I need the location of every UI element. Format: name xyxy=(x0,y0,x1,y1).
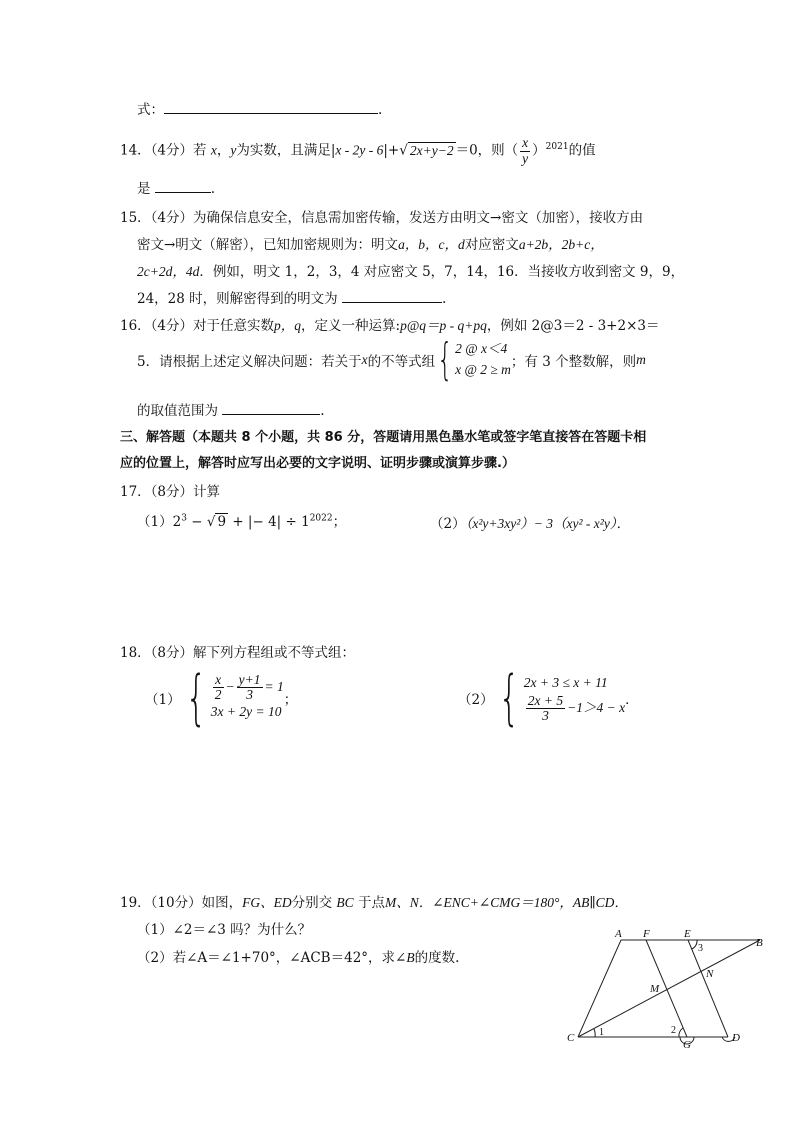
question-14: 14．（4分）若 x，y为实数，且满足|x - 2y - 6|+√ 2x+y−2 ＝0，则（ $\frac{x}{y}$ ）$^{2021}$的值 xyxy=(120,135,596,166)
label-n: N xyxy=(706,968,714,980)
angle-3-arc xyxy=(692,940,697,949)
label-angle-1: 1 xyxy=(599,1027,604,1038)
line-cb xyxy=(578,940,760,1037)
section-3-heading-line2: 应的位置上，解答时应写出必要的文字说明、证明步骤或演算步骤.） xyxy=(120,456,515,471)
line-ac xyxy=(578,940,621,1037)
question-17-part1: $(1)2^3$ − √ 9 + |− $4| \div 1^{2022}$； xyxy=(137,513,347,530)
inequality-system: 2 @ x＜4 x @ 2 ≥ m xyxy=(455,341,511,377)
question-15-line3: 2c+2d，4d．例如，明文 1，2，3，4 对应密文 5，7，14，16．当接收方收到密文 9，9， xyxy=(137,264,685,280)
question-19-part2: （2）若∠A＝∠1+70°，∠ACB＝42°，求∠B的度数. xyxy=(137,950,460,966)
question-16-line2: 5．请根据上述定义解决问题：若关于x的不等式组{ 2 @ x＜4 x @ 2 ≥ m ；有 3 个整数解，则m xyxy=(137,334,646,385)
answer-blank[interactable] xyxy=(155,178,211,193)
question-18-part2: （2）{ 2x + 3 ≤ x + 11 $\frac{2x + 5}{3}$ −1＞4 − x ． xyxy=(458,663,639,733)
inequality-system: 2x + 3 ≤ x + 11 $\frac{2x + 5}{3}$ −1＞4 − x xyxy=(523,674,626,723)
angle-1-arc xyxy=(594,1029,595,1037)
question-19-part1: （1）∠2＝∠3 吗？为什么？ xyxy=(137,922,312,938)
question-17-part2: （2）（x²y+3xy²）− 3（xy² - x²y）． xyxy=(430,516,631,532)
sqrt-symbol: √ xyxy=(206,514,216,530)
label-angle-3: 3 xyxy=(698,943,703,954)
fraction-x-over-y: $\frac{x}{y}$ xyxy=(522,135,529,166)
question-18: 18．（8分）解下列方程组或不等式组： xyxy=(120,645,356,661)
label-c: C xyxy=(567,1032,575,1044)
geometry-figure xyxy=(560,925,775,1050)
q13-tail: 式： . xyxy=(137,98,382,118)
line-ed xyxy=(688,940,728,1037)
question-14-line2: 是 . xyxy=(137,177,215,197)
label-angle-2: 2 xyxy=(671,1025,676,1036)
question-15: 15．（4分）为确保信息安全，信息需加密传输，发送方由明文→密文（加密），接收方由 xyxy=(120,210,644,226)
equation-system: $\frac{x}{2}$ − $\frac{y+1}{3}$ = 1 3x + 2y = 10 xyxy=(210,671,284,720)
label-d: D xyxy=(732,1032,740,1044)
answer-blank[interactable] xyxy=(164,99,378,114)
left-brace: { xyxy=(498,663,520,733)
sqrt-symbol: √ xyxy=(399,142,408,159)
label-g: G xyxy=(683,1039,691,1050)
question-16-line3: 的取值范围为 . xyxy=(137,399,325,419)
angle-2-arc xyxy=(679,1028,683,1037)
question-19: 19．（10分）如图，FG、ED分别交 BC 于点M、N．∠ENC+∠CMG＝180°，AB∥CD． xyxy=(120,895,628,911)
section-3-heading: 三、解答题（本题共 8 个小题，共 86 分，答题请用黑色墨水笔或签字笔直接答在答题卡相 xyxy=(120,430,647,445)
question-16: 16．（4分）对于任意实数p，q，定义一种运算:p@q＝p - q+pq，例如 2@3＝2 - 3+2×3＝ xyxy=(120,318,660,334)
question-15-line2: 密文→明文（解密），已知加密规则为：明文a，b，c，d对应密文a+2b，2b+c， xyxy=(137,237,604,253)
question-18-part1: （1）{ $\frac{x}{2}$ − $\frac{y+1}{3}$ = 1 3x + 2y = 10 ； xyxy=(145,663,298,733)
label-m: M xyxy=(650,983,660,995)
left-brace: { xyxy=(437,334,453,385)
label-e: E xyxy=(684,928,691,940)
answer-blank[interactable] xyxy=(222,400,320,415)
answer-blank[interactable] xyxy=(342,288,442,303)
label-f: F xyxy=(643,928,650,940)
label-a: A xyxy=(615,928,622,940)
label-b: B xyxy=(756,937,763,949)
question-15-line4: 24，28 时，则解密得到的明文为 . xyxy=(137,287,446,307)
left-brace: { xyxy=(185,663,207,733)
question-17: 17．（8分）计算 xyxy=(120,484,221,500)
